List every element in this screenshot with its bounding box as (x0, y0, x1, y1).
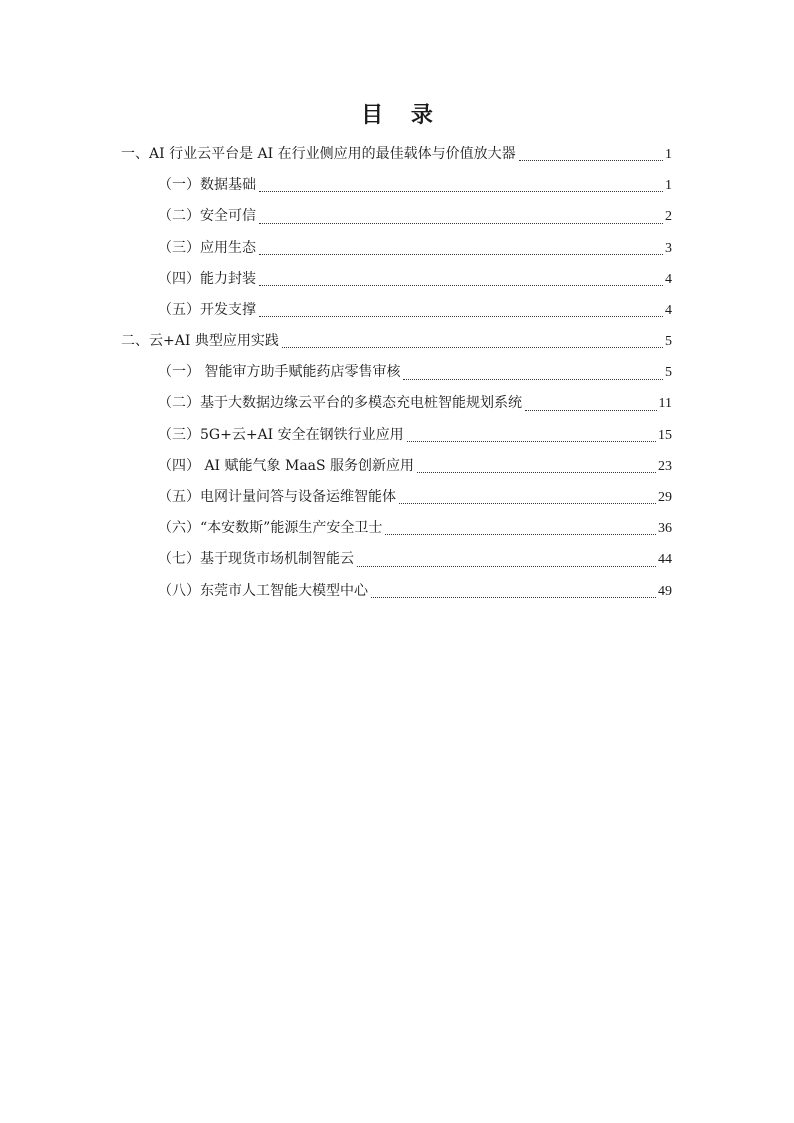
dot-leader (259, 223, 663, 224)
toc-entry-2-1[interactable] (121, 357, 672, 388)
dot-leader (403, 379, 663, 380)
toc-entry-2-8[interactable] (121, 576, 672, 607)
page-title: 目 录 (361, 103, 443, 128)
toc-entry-text: （五）开发支撑 (158, 301, 256, 318)
toc-entry-text: （四）能力封装 (158, 270, 256, 287)
dot-leader (519, 160, 663, 161)
toc-page-number: 2 (665, 209, 672, 225)
dot-leader (417, 472, 656, 473)
toc-entry-text: （六）“本安数斯”能源生产安全卫士 (158, 520, 383, 537)
toc-page-number: 15 (658, 427, 672, 443)
toc-entry-2-7[interactable] (121, 544, 672, 575)
toc-page-number: 23 (658, 458, 672, 474)
toc-entry-text: （三）5G+云+AI 安全在钢铁行业应用 (158, 426, 404, 443)
toc-entry-1-3[interactable] (121, 233, 672, 264)
toc-page-number: 49 (658, 583, 672, 599)
toc-page-number: 5 (665, 365, 672, 381)
dot-leader (357, 566, 656, 567)
dot-leader (407, 441, 656, 442)
toc-entry-2-4[interactable] (121, 451, 672, 482)
dot-leader (259, 285, 663, 286)
toc-entry-text: 一、AI 行业云平台是 AI 在行业侧应用的最佳载体与价值放大器 (121, 145, 516, 162)
toc-entry-section-2[interactable] (121, 326, 672, 357)
toc-page-number: 4 (665, 302, 672, 318)
toc-entry-text: （八）东莞市人工智能大模型中心 (158, 582, 368, 599)
toc-entry-text: （五）电网计量问答与设备运维智能体 (158, 489, 396, 506)
toc-entry-text: （四） AI 赋能气象 MaaS 服务创新应用 (158, 457, 415, 474)
toc-entry-text: （一） 智能审方助手赋能药店零售审核 (158, 364, 401, 381)
toc-page-number: 4 (665, 271, 672, 287)
toc-entry-2-3[interactable] (121, 420, 672, 451)
toc-entry-2-6[interactable] (121, 513, 672, 544)
toc-entry-text: （一）数据基础 (158, 177, 256, 194)
toc-page-number: 3 (665, 240, 672, 256)
toc-page-number: 11 (658, 396, 672, 412)
toc-page-number: 5 (665, 334, 672, 350)
toc-page-number: 1 (665, 146, 672, 162)
dot-leader (259, 191, 663, 192)
dot-leader (525, 410, 657, 411)
toc-entry-text: （三）应用生态 (158, 239, 256, 256)
dot-leader (399, 503, 656, 504)
dot-leader (259, 316, 663, 317)
toc-entry-section-1[interactable] (121, 139, 672, 170)
toc-entry-2-5[interactable] (121, 482, 672, 513)
toc-entry-1-4[interactable] (121, 264, 672, 295)
toc-entry-1-1[interactable] (121, 170, 672, 201)
toc-entry-text: （二）基于大数据边缘云平台的多模态充电桩智能规划系统 (158, 395, 522, 412)
dot-leader (259, 254, 663, 255)
toc-entry-text: 二、云+AI 典型应用实践 (121, 333, 279, 350)
dot-leader (385, 534, 656, 535)
toc-entry-1-2[interactable] (121, 201, 672, 232)
toc-entry-2-2[interactable] (121, 389, 672, 420)
toc-page-number: 1 (665, 178, 672, 194)
dot-leader (282, 347, 663, 348)
toc-entry-text: （七）基于现货市场机制智能云 (158, 551, 354, 568)
table-of-contents (121, 139, 672, 607)
toc-entry-1-5[interactable] (121, 295, 672, 326)
toc-entry-text: （二）安全可信 (158, 208, 256, 225)
toc-page-number: 44 (658, 552, 672, 568)
dot-leader (371, 597, 656, 598)
toc-page-number: 36 (658, 521, 672, 537)
toc-page-number: 29 (658, 490, 672, 506)
